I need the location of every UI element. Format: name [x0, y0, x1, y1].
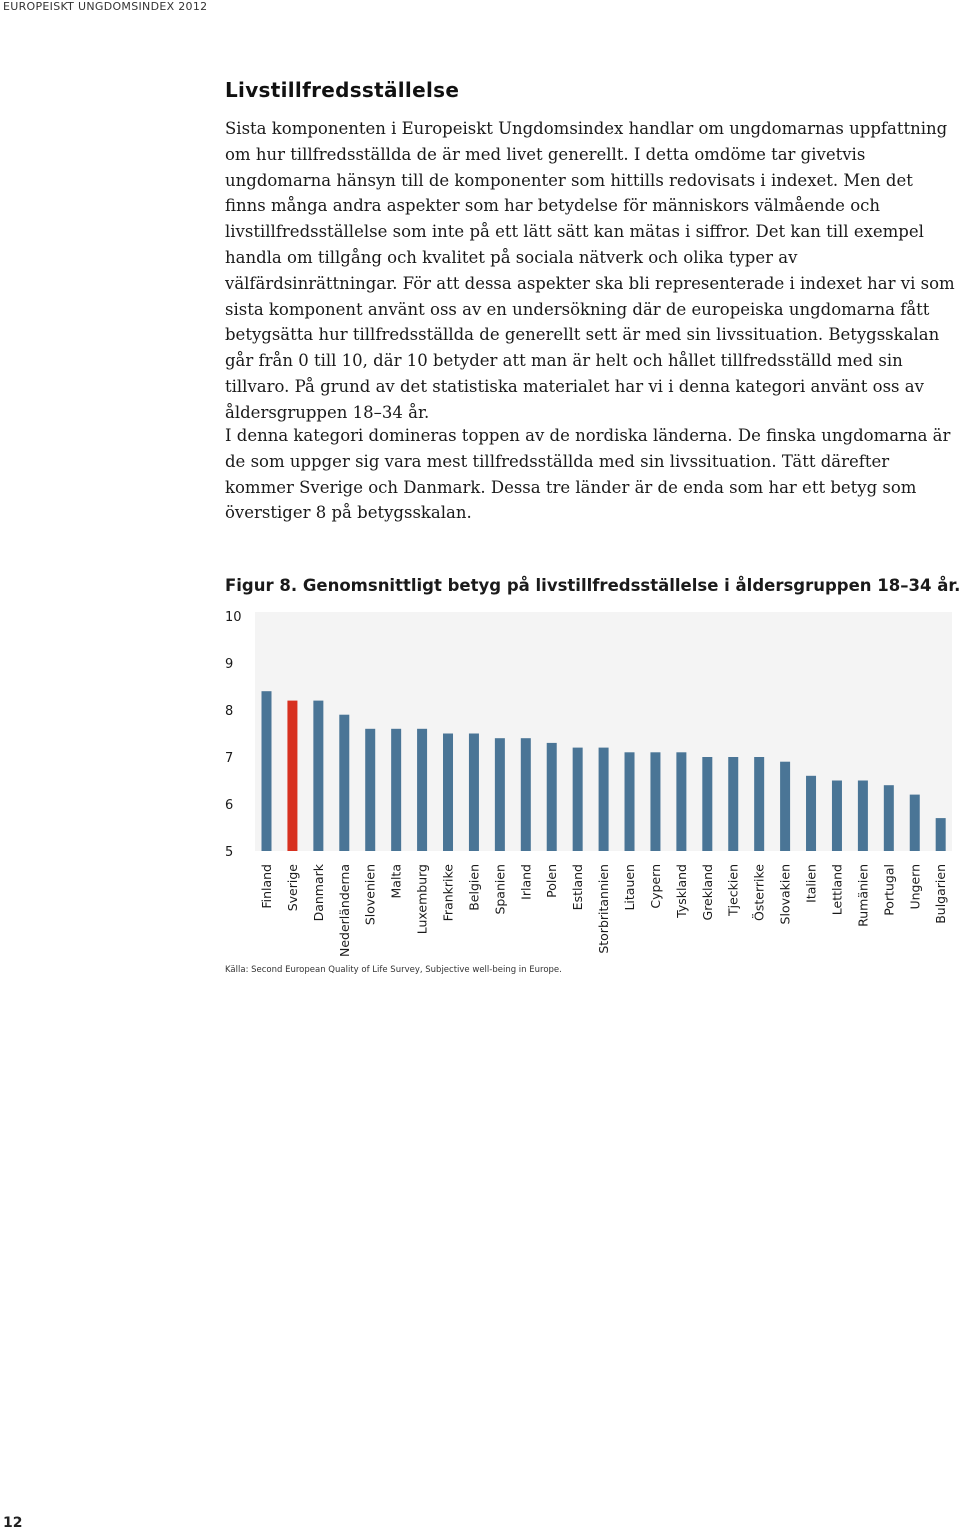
x-tick-label: Irland	[518, 864, 534, 900]
bar-25	[910, 795, 920, 851]
x-tick-label: Spanien	[492, 864, 508, 915]
x-tick-label: Lettland	[829, 864, 845, 916]
body-paragraph-2: I denna kategori domineras toppen av de nordiska länderna. De finska ungdomarna är de som uppger sig vara mest tillfredsställda med sin livssituation. Tätt därefter kommer Sverige och Danmark. Dessa tre länder är de enda som har ett betyg som överstiger 8 på betygsskalan.	[225, 426, 951, 523]
bar-16	[676, 752, 686, 851]
bar-7	[443, 734, 453, 852]
bar-21	[806, 776, 816, 851]
bar-26	[936, 818, 946, 851]
bar-1	[287, 701, 297, 851]
bar-12	[573, 748, 583, 851]
bar-14	[625, 752, 635, 851]
x-tick-label: Storbritannien	[596, 864, 612, 954]
bar-24	[884, 785, 894, 851]
y-tick-label: 10	[225, 610, 242, 625]
y-tick-label: 6	[225, 798, 234, 813]
body-paragraph-1: Sista komponenten i Europeiskt Ungdomsindex handlar om ungdomarnas uppfattning om hur tillfredsställda de är med livet generellt. I detta omdöme tar givetvis ungdomarna hänsyn till de komponenter som hittills redovisats i indexet. Men det finns många andra aspekter som har betydelse för människors välmående och livstillfredsställelse som inte på ett lätt sätt kan mätas i siffror. Det kan till exempel handla om tillgång och kvalitet på sociala nätverk och olika typer av välfärdsinrättningar. För att dessa aspekter ska bli representerade i indexet har vi som sista komponent använt oss av en undersökning där de europeiska ungdomarna fått betygsätta hur tillfredsställda de generellt sett är med sin livssituation. Betygsskalan går från 0 till 10, där 10 betyder att man är helt och hållet tillfredsställd med sin tillvaro. På grund av det statistiska materialet har vi i denna kategori använt oss av åldersgruppen 18–34 år.	[225, 119, 955, 422]
x-tick-label: Malta	[388, 864, 404, 899]
x-tick-label: Cypern	[647, 864, 663, 909]
x-tick-label: Tjeckien	[725, 864, 741, 916]
x-tick-label: Estland	[570, 864, 586, 911]
bar-15	[650, 752, 660, 851]
bar-3	[339, 715, 349, 851]
bar-18	[728, 757, 738, 851]
source-note: Källa: Second European Quality of Life Survey, Subjective well-being in Europe.	[225, 965, 562, 975]
y-tick-label: 9	[225, 657, 234, 672]
y-tick-label: 5	[225, 845, 234, 860]
x-tick-label: Luxemburg	[414, 864, 430, 935]
figure-caption: Figur 8. Genomsnittligt betyg på livstillfredsställelse i åldersgruppen 18–34 år.	[225, 576, 960, 595]
x-tick-label: Rumänien	[855, 864, 871, 927]
x-tick-label: Frankrike	[440, 864, 456, 922]
page-number: 12	[3, 1515, 23, 1531]
bar-5	[391, 729, 401, 851]
x-tick-label: Slovakien	[777, 864, 793, 925]
x-tick-label: Finland	[259, 864, 274, 909]
running-header: EUROPEISKT UNGDOMSINDEX 2012	[3, 0, 208, 13]
x-tick-label: Nederländerna	[336, 864, 352, 957]
bar-22	[832, 781, 842, 852]
x-tick-label: Belgien	[466, 864, 482, 911]
x-tick-label: Bulgarien	[933, 864, 949, 924]
x-tick-label: Italien	[803, 864, 819, 903]
bar-11	[547, 743, 557, 851]
bar-10	[521, 738, 531, 851]
x-tick-label: Polen	[544, 864, 560, 898]
y-tick-label: 7	[225, 751, 234, 766]
section-title: Livstillfredsställelse	[225, 78, 460, 102]
bar-19	[754, 757, 764, 851]
bar-20	[780, 762, 790, 851]
x-tick-label: Österrike	[751, 864, 767, 921]
bar-0	[262, 691, 272, 851]
x-tick-label: Grekland	[699, 864, 715, 921]
bar-13	[599, 748, 609, 851]
x-tick-label: Danmark	[310, 864, 326, 922]
x-tick-label: Tyskland	[673, 864, 689, 918]
x-tick-label: Litauen	[622, 864, 638, 911]
x-tick-label: Slovenien	[362, 864, 378, 926]
bar-6	[417, 729, 427, 851]
bar-17	[702, 757, 712, 851]
bar-9	[495, 738, 505, 851]
x-tick-label: Ungern	[907, 864, 923, 910]
bar-2	[313, 701, 323, 851]
y-tick-label: 8	[225, 704, 234, 719]
bar-8	[469, 734, 479, 852]
x-tick-label: Sverige	[284, 864, 300, 912]
bar-23	[858, 781, 868, 852]
x-tick-label: Portugal	[881, 864, 897, 916]
bar-4	[365, 729, 375, 851]
